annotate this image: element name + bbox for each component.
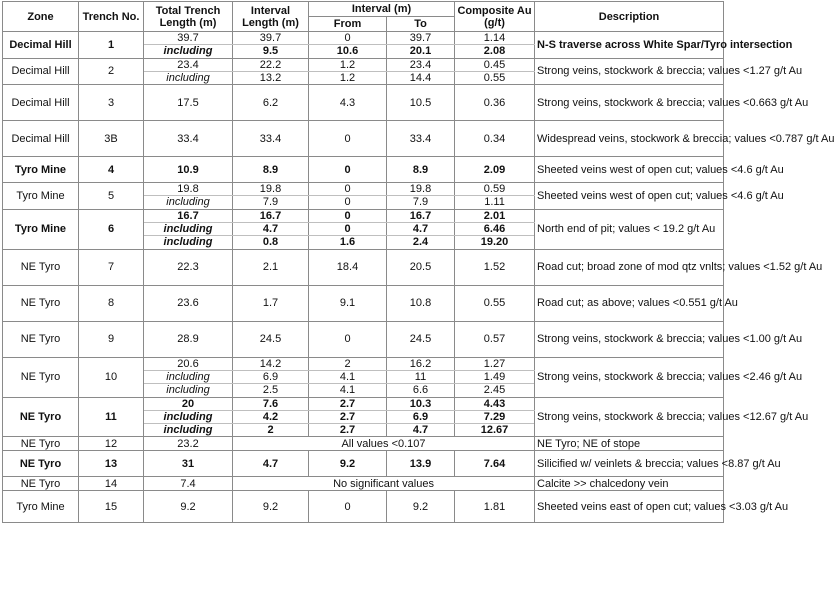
trench-cell: 14 [79,477,144,491]
trench-cell: 10 [79,357,144,397]
table-row [3,183,724,196]
composite-au-cell: 0.45 [455,58,535,71]
description-cell: Calcite >> chalcedony vein [535,477,724,491]
interval-length-cell: 39.7 [233,32,309,45]
zone-cell: Tyro Mine [3,183,79,210]
total-length-cell: 23.4 [144,58,233,71]
total-length-cell: 23.6 [144,285,233,321]
composite-au-cell: 0.36 [455,85,535,121]
to-cell: 33.4 [387,121,455,157]
composite-au-cell: 12.67 [455,424,535,437]
total-length-cell: 23.2 [144,437,233,451]
from-cell: 0 [309,321,387,357]
interval-length-cell: 33.4 [233,121,309,157]
total-length-cell: 7.4 [144,477,233,491]
total-length-cell: including [144,236,233,249]
trench-cell: 5 [79,183,144,210]
interval-length-cell: 9.5 [233,45,309,58]
trench-cell: 9 [79,321,144,357]
total-length-cell: 20 [144,397,233,410]
zone-cell: NE Tyro [3,451,79,477]
interval-length-cell: 4.7 [233,451,309,477]
zone-cell: NE Tyro [3,397,79,437]
from-cell: 2.7 [309,424,387,437]
zone-cell: Decimal Hill [3,58,79,85]
zone-cell: NE Tyro [3,321,79,357]
total-length-cell: 10.9 [144,157,233,183]
description-cell: Sheeted veins east of open cut; values <3.03 g/t Au [535,491,724,523]
table-row [3,437,724,451]
to-cell: 8.9 [387,157,455,183]
interval-length-cell: 8.9 [233,157,309,183]
from-cell: 0 [309,32,387,45]
to-cell: 2.4 [387,236,455,249]
from-cell: 0 [309,196,387,209]
interval-length-cell: 14.2 [233,357,309,370]
note-cell: All values <0.107 [233,437,535,451]
interval-length-cell: 22.2 [233,58,309,71]
interval-length-cell: 7.6 [233,397,309,410]
interval-length-cell: 6.9 [233,370,309,383]
interval-length-cell: 7.9 [233,196,309,209]
table-row [3,249,724,285]
to-cell: 10.5 [387,85,455,121]
trench-cell: 3 [79,85,144,121]
table-row [3,491,724,523]
header-to: To [387,17,455,32]
from-cell: 0 [309,209,387,222]
from-cell: 10.6 [309,45,387,58]
interval-length-cell: 2.1 [233,249,309,285]
trench-cell: 1 [79,32,144,59]
total-length-cell: including [144,424,233,437]
total-length-cell: 22.3 [144,249,233,285]
zone-cell: NE Tyro [3,477,79,491]
description-cell: Strong veins, stockwork & breccia; values <1.27 g/t Au [535,58,724,85]
to-cell: 19.8 [387,183,455,196]
composite-au-cell: 1.52 [455,249,535,285]
interval-length-cell: 24.5 [233,321,309,357]
to-cell: 20.1 [387,45,455,58]
table-row [3,477,724,491]
from-cell: 1.2 [309,58,387,71]
table-row [3,357,724,370]
header-composite-au: Composite Au (g/t) [455,2,535,32]
composite-au-cell: 2.09 [455,157,535,183]
trench-cell: 4 [79,157,144,183]
interval-length-cell: 2 [233,424,309,437]
description-cell: Road cut; as above; values <0.551 g/t Au [535,285,724,321]
to-cell: 13.9 [387,451,455,477]
description-cell: Strong veins, stockwork & breccia; values <0.663 g/t Au [535,85,724,121]
from-cell: 4.1 [309,370,387,383]
to-cell: 4.7 [387,223,455,236]
header-total-length: Total Trench Length (m) [144,2,233,32]
table-row [3,209,724,222]
to-cell: 4.7 [387,424,455,437]
composite-au-cell: 0.55 [455,285,535,321]
to-cell: 16.2 [387,357,455,370]
header-zone: Zone [3,2,79,32]
description-cell: Strong veins, stockwork & breccia; values <1.00 g/t Au [535,321,724,357]
trench-cell: 11 [79,397,144,437]
to-cell: 11 [387,370,455,383]
from-cell: 2 [309,357,387,370]
from-cell: 0 [309,223,387,236]
total-length-cell: including [144,71,233,84]
interval-length-cell: 1.7 [233,285,309,321]
to-cell: 6.6 [387,384,455,397]
description-cell: N-S traverse across White Spar/Tyro intersection [535,32,724,59]
trench-cell: 12 [79,437,144,451]
from-cell: 9.1 [309,285,387,321]
from-cell: 0 [309,491,387,523]
total-length-cell: 19.8 [144,183,233,196]
total-length-cell: including [144,370,233,383]
to-cell: 6.9 [387,410,455,423]
composite-au-cell: 1.81 [455,491,535,523]
composite-au-cell: 4.43 [455,397,535,410]
interval-length-cell: 2.5 [233,384,309,397]
from-cell: 4.1 [309,384,387,397]
composite-au-cell: 0.57 [455,321,535,357]
total-length-cell: including [144,410,233,423]
zone-cell: NE Tyro [3,285,79,321]
trench-cell: 3B [79,121,144,157]
composite-au-cell: 0.55 [455,71,535,84]
note-cell: No significant values [233,477,535,491]
composite-au-cell: 1.14 [455,32,535,45]
interval-length-cell: 19.8 [233,183,309,196]
to-cell: 7.9 [387,196,455,209]
composite-au-cell: 0.34 [455,121,535,157]
from-cell: 18.4 [309,249,387,285]
zone-cell: Tyro Mine [3,209,79,249]
total-length-cell: including [144,45,233,58]
table-row [3,32,724,45]
zone-cell: NE Tyro [3,249,79,285]
composite-au-cell: 6.46 [455,223,535,236]
total-length-cell: including [144,196,233,209]
table-row [3,157,724,183]
interval-length-cell: 4.7 [233,223,309,236]
from-cell: 1.6 [309,236,387,249]
to-cell: 14.4 [387,71,455,84]
header-from: From [309,17,387,32]
trench-cell: 6 [79,209,144,249]
composite-au-cell: 19.20 [455,236,535,249]
composite-au-cell: 1.11 [455,196,535,209]
table-row [3,397,724,410]
trench-cell: 2 [79,58,144,85]
total-length-cell: 20.6 [144,357,233,370]
description-cell: Silicified w/ veinlets & breccia; values <8.87 g/t Au [535,451,724,477]
from-cell: 4.3 [309,85,387,121]
header-interval: Interval (m) [309,2,455,17]
trench-cell: 8 [79,285,144,321]
table-row [3,121,724,157]
trench-cell: 7 [79,249,144,285]
description-cell: Widespread veins, stockwork & breccia; values <0.787 g/t Au [535,121,724,157]
trench-cell: 13 [79,451,144,477]
description-cell: North end of pit; values < 19.2 g/t Au [535,209,724,249]
zone-cell: Tyro Mine [3,491,79,523]
description-cell: Sheeted veins west of open cut; values <4.6 g/t Au [535,157,724,183]
composite-au-cell: 0.59 [455,183,535,196]
interval-length-cell: 9.2 [233,491,309,523]
composite-au-cell: 1.27 [455,357,535,370]
from-cell: 9.2 [309,451,387,477]
total-length-cell: 33.4 [144,121,233,157]
zone-cell: Decimal Hill [3,85,79,121]
total-length-cell: 9.2 [144,491,233,523]
total-length-cell: 17.5 [144,85,233,121]
trench-results-table [2,1,834,523]
interval-length-cell: 6.2 [233,85,309,121]
from-cell: 0 [309,121,387,157]
to-cell: 10.3 [387,397,455,410]
total-length-cell: including [144,384,233,397]
header-interval-length: Interval Length (m) [233,2,309,32]
interval-length-cell: 13.2 [233,71,309,84]
composite-au-cell: 7.29 [455,410,535,423]
from-cell: 1.2 [309,71,387,84]
trench-cell: 15 [79,491,144,523]
zone-cell: NE Tyro [3,437,79,451]
total-length-cell: 16.7 [144,209,233,222]
table-row [3,85,724,121]
description-cell: Road cut; broad zone of mod qtz vnlts; values <1.52 g/t Au [535,249,724,285]
composite-au-cell: 2.01 [455,209,535,222]
from-cell: 2.7 [309,410,387,423]
header-description: Description [535,2,724,32]
composite-au-cell: 1.49 [455,370,535,383]
to-cell: 16.7 [387,209,455,222]
header-trench-no: Trench No. [79,2,144,32]
zone-cell: NE Tyro [3,357,79,397]
zone-cell: Tyro Mine [3,157,79,183]
description-cell: Strong veins, stockwork & breccia; values <12.67 g/t Au [535,397,724,437]
zone-cell: Decimal Hill [3,32,79,59]
table-row [3,451,724,477]
to-cell: 23.4 [387,58,455,71]
total-length-cell: 28.9 [144,321,233,357]
interval-length-cell: 4.2 [233,410,309,423]
total-length-cell: 39.7 [144,32,233,45]
zone-cell: Decimal Hill [3,121,79,157]
to-cell: 24.5 [387,321,455,357]
table-row [3,321,724,357]
to-cell: 39.7 [387,32,455,45]
composite-au-cell: 2.08 [455,45,535,58]
interval-length-cell: 0.8 [233,236,309,249]
to-cell: 9.2 [387,491,455,523]
composite-au-cell: 2.45 [455,384,535,397]
composite-au-cell: 7.64 [455,451,535,477]
from-cell: 0 [309,183,387,196]
total-length-cell: 31 [144,451,233,477]
table-row [3,58,724,71]
total-length-cell: including [144,223,233,236]
to-cell: 20.5 [387,249,455,285]
from-cell: 2.7 [309,397,387,410]
description-cell: NE Tyro; NE of stope [535,437,724,451]
to-cell: 10.8 [387,285,455,321]
from-cell: 0 [309,157,387,183]
description-cell: Strong veins, stockwork & breccia; values <2.46 g/t Au [535,357,724,397]
table-row [3,285,724,321]
description-cell: Sheeted veins west of open cut; values <4.6 g/t Au [535,183,724,210]
interval-length-cell: 16.7 [233,209,309,222]
